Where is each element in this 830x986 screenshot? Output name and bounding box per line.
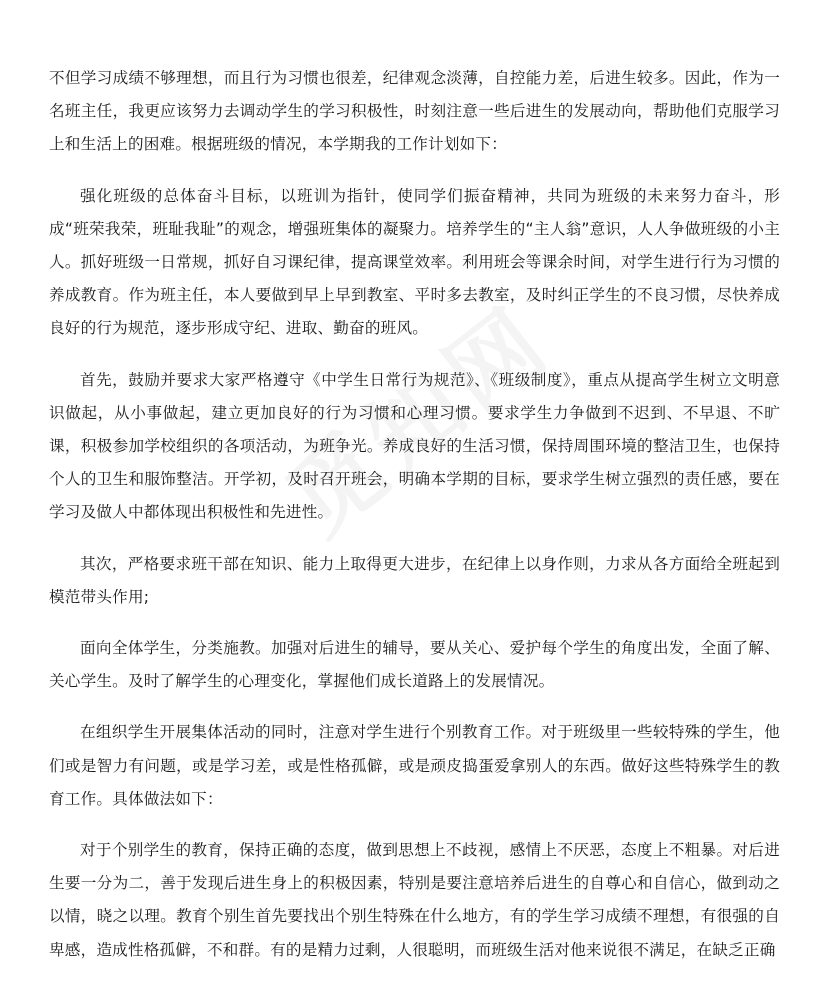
paragraph-3: 首先，鼓励并要求大家严格遵守《中学生日常行为规范》、《班级制度》，重点从提高学生树立文明意识做起，从小事做起，建立更加良好的行为习惯和心理习惯。要求学生力争做到不迟到、不早退、不旷课，积极参加学校组织的各项活动，为班争光。养成良好的生活习惯，保持周围环境的整洁卫生，也保持个人的卫生和服饰整洁。开学初，及时召开班会，明确本学期的目标，要求学生树立强烈的责任感，要在学习及做人中都体现出积极性和先进性。 <box>49 370 780 522</box>
paragraph-6: 在组织学生开展集体活动的同时，注意对学生进行个别教育工作。对于班级里一些较特殊的学生，他们或是智力有问题，或是学习差，或是性格孤僻，或是顽皮捣蛋爱拿别人的东西。做好这些特殊学生的教育工作。具体做法如下： <box>49 723 780 808</box>
paragraph-4: 其次，严格要求班干部在知识、能力上取得更大进步，在纪律上以身作则，力求从各方面给全班起到模范带头作用; <box>49 554 780 606</box>
paragraph-1: 不但学习成绩不够理想，而且行为习惯也很差，纪律观念淡薄，自控能力差，后进生较多。因此，作为一名班主任，我更应该努力去调动学生的学习积极性，时刻注意一些后进生的发展动向，帮助他们克服学习上和生活上的困难。根据班级的情况，本学期我的工作计划如下： <box>49 69 780 154</box>
paragraph-5: 面向全体学生，分类施教。加强对后进生的辅导，要从关心、爱护每个学生的角度出发，全面了解、关心学生。及时了解学生的心理变化，掌握他们成长道路上的发展情况。 <box>49 639 780 691</box>
paragraph-7: 对于个别学生的教育，保持正确的态度，做到思想上不歧视，感情上不厌恶，态度上不粗暴。对后进生要一分为二，善于发现后进生身上的积极因素，特别是要注意培养后进生的自尊心和自信心，做到动之以情，晓之以理。教育个别生首先要找出个别生特殊在什么地方，有的学生学习成绩不理想，有很强的自卑感，造成性格孤僻，不和群。有的是精力过剩，人很聪明，而班级生活对他来说很不满足，在缺乏正确 <box>49 841 780 959</box>
paragraph-2: 强化班级的总体奋斗目标，以班训为指针，使同学们振奋精神，共同为班级的未来努力奋斗，形成“班荣我荣，班耻我耻”的观念，增强班集体的凝聚力。培养学生的“主人翁”意识，人人争做班级的小主人。抓好班级一日常规，抓好自习课纪律，提高课堂效率。利用班会等课余时间，对学生进行行为习惯的养成教育。作为班主任，本人要做到早上早到教室、平时多去教室，及时纠正学生的不良习惯，尽快养成良好的行为规范，逐步形成守纪、进取、勤奋的班风。 <box>49 186 780 338</box>
